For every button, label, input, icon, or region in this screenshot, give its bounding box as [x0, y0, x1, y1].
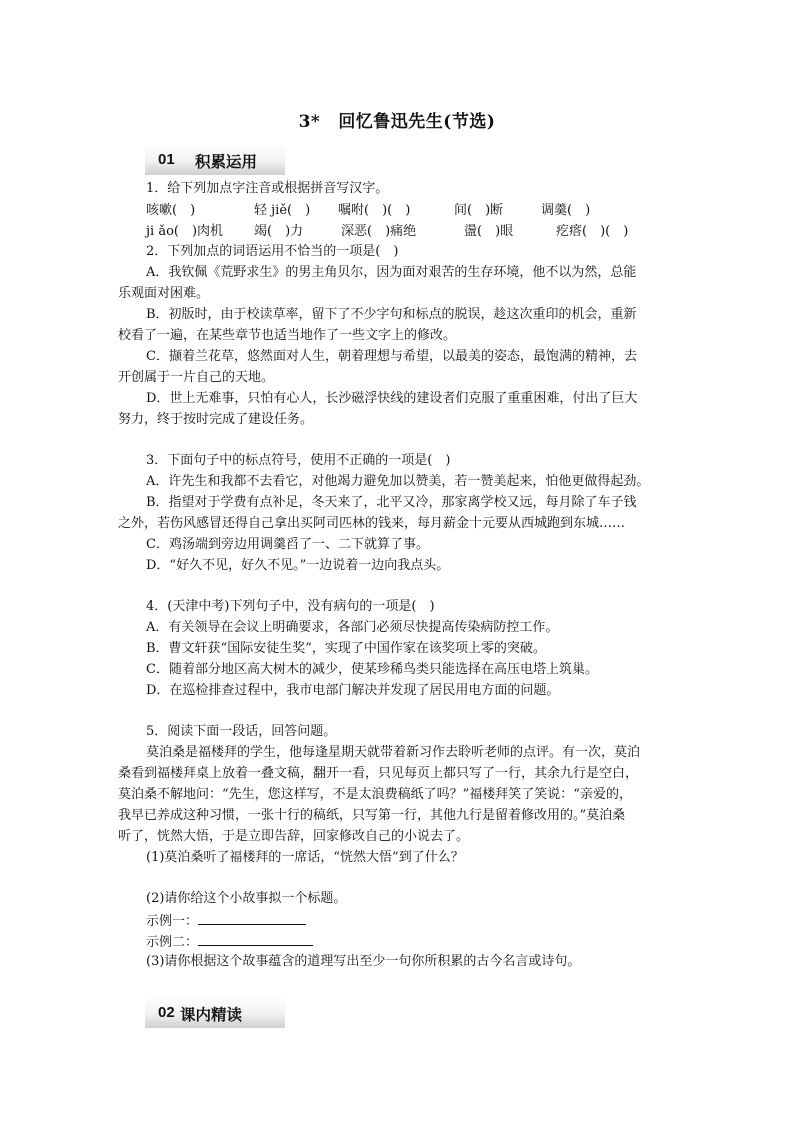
section-header-1: [145, 143, 285, 175]
question-1-row-2: [0, 223, 794, 241]
q3-option-d: D．“好久不见，好久不见。”一边说着一边向我点头。: [146, 558, 450, 573]
q1-item: ji ǎo( )肉机: [146, 224, 224, 239]
q1-item: 间( )断: [454, 203, 504, 218]
q5-passage-line: 听了，恍然大悟，于是立即告辞，回家修改自己的小说去了。: [118, 829, 470, 844]
question-1-stem: 1．给下列加点字注音或根据拼音写汉字。: [146, 181, 389, 196]
example-1-label: 示例一：: [146, 914, 199, 929]
question-4-stem: 4．(天津中考)下列句子中，没有病句的一项是( ): [146, 599, 435, 614]
q2-option-b-cont: 校看了一遍，在某些章节也适当地作了一些文字上的修改。: [118, 328, 457, 343]
q5-passage-line: 莫泊桑不解地问：“先生，您这样写，不是太浪费稿纸了吗？”福楼拜笑了笑说：“亲爱的，: [118, 787, 632, 802]
lesson-number: 3*: [298, 112, 321, 132]
q1-item: 深恶( )痛绝: [341, 224, 417, 239]
section-number: 01: [158, 151, 175, 168]
q1-item: 调羹( ): [541, 203, 591, 218]
q1-item: 竭( )力: [254, 224, 304, 239]
section-label: 积累运用: [195, 152, 258, 171]
q5-passage-line: 莫泊桑是福楼拜的学生，他每逢星期天就带着新习作去聆听老师的点评。有一次，莫泊: [146, 745, 641, 760]
q1-item: 盪( )眼: [464, 224, 514, 239]
question-2-stem: 2．下列加点的词语运用不恰当的一项是( ): [146, 244, 399, 259]
lesson-title: [0, 107, 794, 132]
section-header-2: [145, 996, 285, 1028]
q2-option-a: A．我钦佩《荒野求生》的男主角贝尔，因为面对艰苦的生存环境，他不以为然，总能: [146, 265, 637, 280]
q2-option-c: C．撷着兰花草，悠然面对人生，朝着理想与希望，以最美的姿态，最饱满的精神，去: [146, 349, 637, 364]
q2-option-c-cont: 开创属于一片自己的天地。: [118, 370, 275, 385]
q5-example-2-row: [146, 932, 313, 952]
q1-item: 轻 jiě( ): [254, 203, 311, 218]
answer-blank-1[interactable]: [198, 911, 306, 925]
q3-option-b-cont: 之外，若伤风感冒还得自己拿出买阿司匹林的钱来，每月薪金十元要从西城跑到东城……: [118, 516, 626, 531]
q1-item: 疙瘩( )( ): [556, 224, 629, 239]
question-3-stem: 3．下面句子中的标点符号，使用不正确的一项是( ): [146, 453, 451, 468]
q5-example-1-row: [146, 911, 306, 931]
q3-option-b: B．指望对于学费有点补足，冬天来了，北平又冷，那家离学校又远，每月除了车子钱: [146, 495, 637, 510]
q3-option-c: C．鸡汤端到旁边用调羹舀了一、二下就算了事。: [146, 537, 429, 552]
q5-subquestion-1: (1)莫泊桑听了福楼拜的一席话，“恍然大悟”到了什么？: [146, 850, 464, 865]
q2-option-d-cont: 努力，终于按时完成了建设任务。: [118, 412, 314, 427]
example-2-label: 示例二：: [146, 935, 199, 950]
section-number: 02: [158, 1004, 175, 1021]
q4-option-b: B．曹文轩获“国际安徒生奖”，实现了中国作家在该奖项上零的突破。: [146, 641, 546, 656]
question-1-row-1: [0, 202, 794, 220]
q4-option-c: C．随着部分地区高大树木的减少，使某珍稀鸟类只能选择在高压电塔上筑巢。: [146, 662, 598, 677]
section-label: 课内精读: [180, 1005, 243, 1024]
lesson-title-text: 回忆鲁迅先生(节选): [338, 112, 496, 132]
q1-item: 嘱咐( )( ): [338, 203, 411, 218]
answer-blank-2[interactable]: [198, 932, 313, 946]
q2-option-d: D．世上无难事，只怕有心人，长沙磁浮快线的建设者们克服了重重困难，付出了巨大: [146, 391, 638, 406]
q1-item: 咳嗽( ): [146, 203, 196, 218]
q2-option-a-cont: 乐观面对困难。: [118, 286, 210, 301]
q2-option-b: B．初版时，由于校读草率，留下了不少字句和标点的脱误，趁这次重印的机会，重新: [146, 307, 637, 322]
q5-passage-line: 我早已养成这种习惯，一张十行的稿纸，只写第一行，其他九行是留着修改用的。”莫泊桑: [118, 808, 626, 823]
q4-option-d: D．在巡检排查过程中，我市电部门解决并发现了居民用电方面的问题。: [146, 683, 560, 698]
question-5-stem: 5．阅读下面一段话，回答问题。: [146, 724, 337, 739]
q5-subquestion-2: (2)请你给这个小故事拟一个标题。: [146, 891, 347, 906]
q3-option-a: A．许先生和我都不去看它，对他竭力避免加以赞美，若一赞美起来，怕他更做得起劲。: [146, 474, 650, 489]
q5-subquestion-3: (3)请你根据这个故事蕴含的道理写出至少一句你所积累的古今名言或诗句。: [146, 954, 581, 969]
q5-passage-line: 桑看到福楼拜桌上放着一叠文稿，翻开一看，只见每页上都只写了一行，其余九行是空白，: [118, 766, 639, 781]
q4-option-a: A．有关领导在会议上明确要求，各部门必须尽快提高传染病防控工作。: [146, 620, 559, 635]
